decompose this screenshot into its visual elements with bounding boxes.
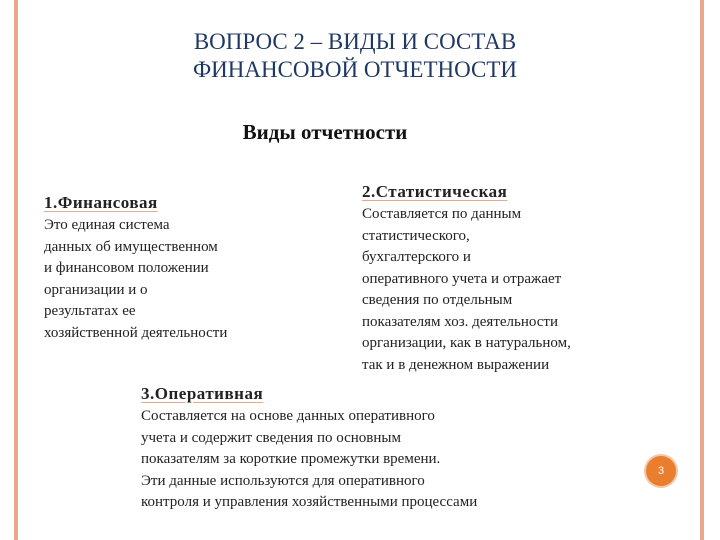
- statistical-heading: 2.Статистическая: [362, 182, 508, 201]
- slide-title: [120, 28, 590, 84]
- financial-heading: 1.Финансовая: [44, 193, 158, 212]
- statistical-line: статистического,: [362, 227, 470, 244]
- page-number-badge: 3: [646, 456, 676, 486]
- operational-line: учета и содержит сведения по основным: [141, 429, 401, 446]
- right-border-line: [700, 0, 704, 540]
- financial-reporting-block: [44, 193, 314, 344]
- statistical-description: [362, 204, 662, 376]
- slide-title-line-2: ФИНАНСОВОЙ ОТЧЕТНОСТИ: [192, 57, 518, 82]
- financial-line: и финансовом положении: [44, 260, 209, 276]
- operational-line: Составляется на основе данных оперативного: [141, 408, 435, 424]
- financial-line: результатах ее: [44, 303, 136, 319]
- statistical-line: оперативного учета и отражает: [362, 270, 562, 287]
- statistical-reporting-block: [362, 182, 662, 376]
- statistical-line: показателям хоз. деятельности: [362, 313, 559, 330]
- financial-description: [44, 215, 314, 344]
- operational-line: контроля и управления хозяйственными процессами: [141, 494, 478, 510]
- statistical-line: бухгалтерского и: [362, 249, 471, 265]
- statistical-line: так и в денежном выражении: [362, 356, 550, 373]
- operational-line: показателям за короткие промежутки времени.: [141, 451, 441, 467]
- operational-heading: 3.Оперативная: [141, 384, 264, 403]
- operational-reporting-block: [141, 384, 621, 514]
- statistical-line: Составляется по данным: [362, 206, 522, 222]
- slide-title-line-1: ВОПРОС 2 – ВИДЫ И СОСТАВ: [193, 29, 517, 54]
- statistical-line: сведения по отдельным: [362, 292, 513, 308]
- financial-line: данных об имущественном: [44, 238, 218, 255]
- financial-line: организации и о: [44, 281, 148, 298]
- financial-line: Это единая система: [44, 217, 170, 233]
- left-border-line: [14, 0, 18, 540]
- operational-line: Эти данные используются для оперативного: [141, 472, 425, 489]
- financial-line: хозяйственной деятельности: [44, 324, 228, 341]
- statistical-line: организации, как в натуральном,: [362, 335, 571, 351]
- slide-subtitle: Виды отчетности: [242, 120, 408, 144]
- operational-description: [141, 406, 621, 514]
